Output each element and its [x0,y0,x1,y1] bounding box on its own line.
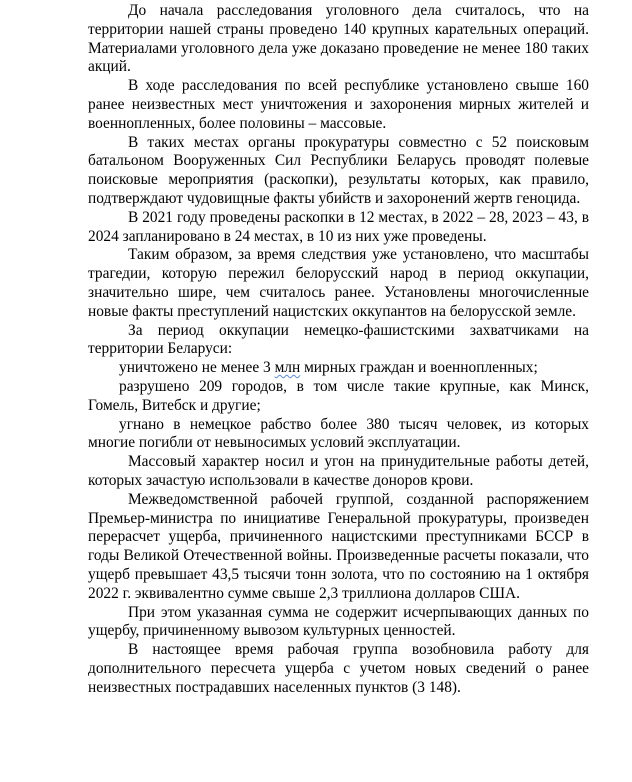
list-item-killed-before: уничтожено не менее 3 [119,359,275,377]
paragraph-scale-of-tragedy: Таким образом, за время следствия уже установлено, что масштабы трагедии, которую пережил белорусский народ в период оккупации, значительно шире, чем считалось ранее. Установлены многочисленные новые факты преступлений нацистских оккупантов на белорусской земле. [88,246,589,320]
paragraph-damage-recalculation: Межведомственной рабочей группой, созданной распоряжением Премьер-министра по инициативе Генеральной прокуратуры, произведен перерасчет ущерба, причиненного нацистскими преступниками БССР в годы Великой Отечественной войны. Произведенные расчеты показали, что ущерб превышает 43,5 тысячи тонн золота, что по состоянию на 1 октября 2022 г. эквивалентно сумме свыше 2,3 триллиона долларов США. [88,490,589,602]
paragraph-burial-sites: В ходе расследования по всей республике установлено свыше 160 ранее неизвестных мест уничтожения и захоронения мирных жителей и военнопленных, более половины – массовые. [88,77,589,132]
paragraph-search-battalion: В таких местах органы прокуратуры совместно с 52 поисковым батальоном Вооруженных Сил Республики Беларусь проводят полевые поисковые мероприятия (раскопки), результаты которых, как правило, подтверждают чудовищные факты убийств и захоронений жертв геноцида. [88,133,589,207]
list-item-cities-destroyed: разрушено 209 городов, в том числе такие крупные, как Минск, Гомель, Витебск и другие; [88,377,589,414]
list-item-deported: угнано в немецкое рабство более 380 тысяч человек, из которых многие погибли от невыносимых условий эксплуатации. [88,415,589,452]
spellcheck-marked-word: млн [274,359,301,377]
paragraph-initial-operations: До начала расследования уголовного дела считалось, что на территории нашей страны проведено 140 крупных карательных операций. Материалами уголовного дела уже доказано проведение не менее 180 таких акций. [88,2,589,76]
paragraph-child-labor: Массовый характер носил и угон на принудительные работы детей, которых зачастую использовали в качестве доноров крови. [88,453,589,489]
paragraph-cultural-values: При этом указанная сумма не содержит исчерпывающих данных по ущербу, причиненному вывозом культурных ценностей. [88,603,589,640]
paragraph-working-group-resumed: В настоящее время рабочая группа возобновила работу для дополнительного пересчета ущерба с учетом новых сведений о ранее неизвестных пострадавших населенных пунктов (3 148). [88,641,589,696]
list-item-killed [88,359,589,378]
paragraph-excavations-by-year: В 2021 году проведены раскопки в 12 местах, в 2022 – 28, 2023 – 43, в 2024 запланировано в 24 местах, в 10 из них уже проведены. [88,208,589,245]
paragraph-occupation-intro: За период оккупации немецко-фашистскими захватчиками на территории Беларуси: [88,321,589,358]
document-page [88,2,589,697]
list-item-killed-after: мирных граждан и военнопленных; [300,359,538,377]
